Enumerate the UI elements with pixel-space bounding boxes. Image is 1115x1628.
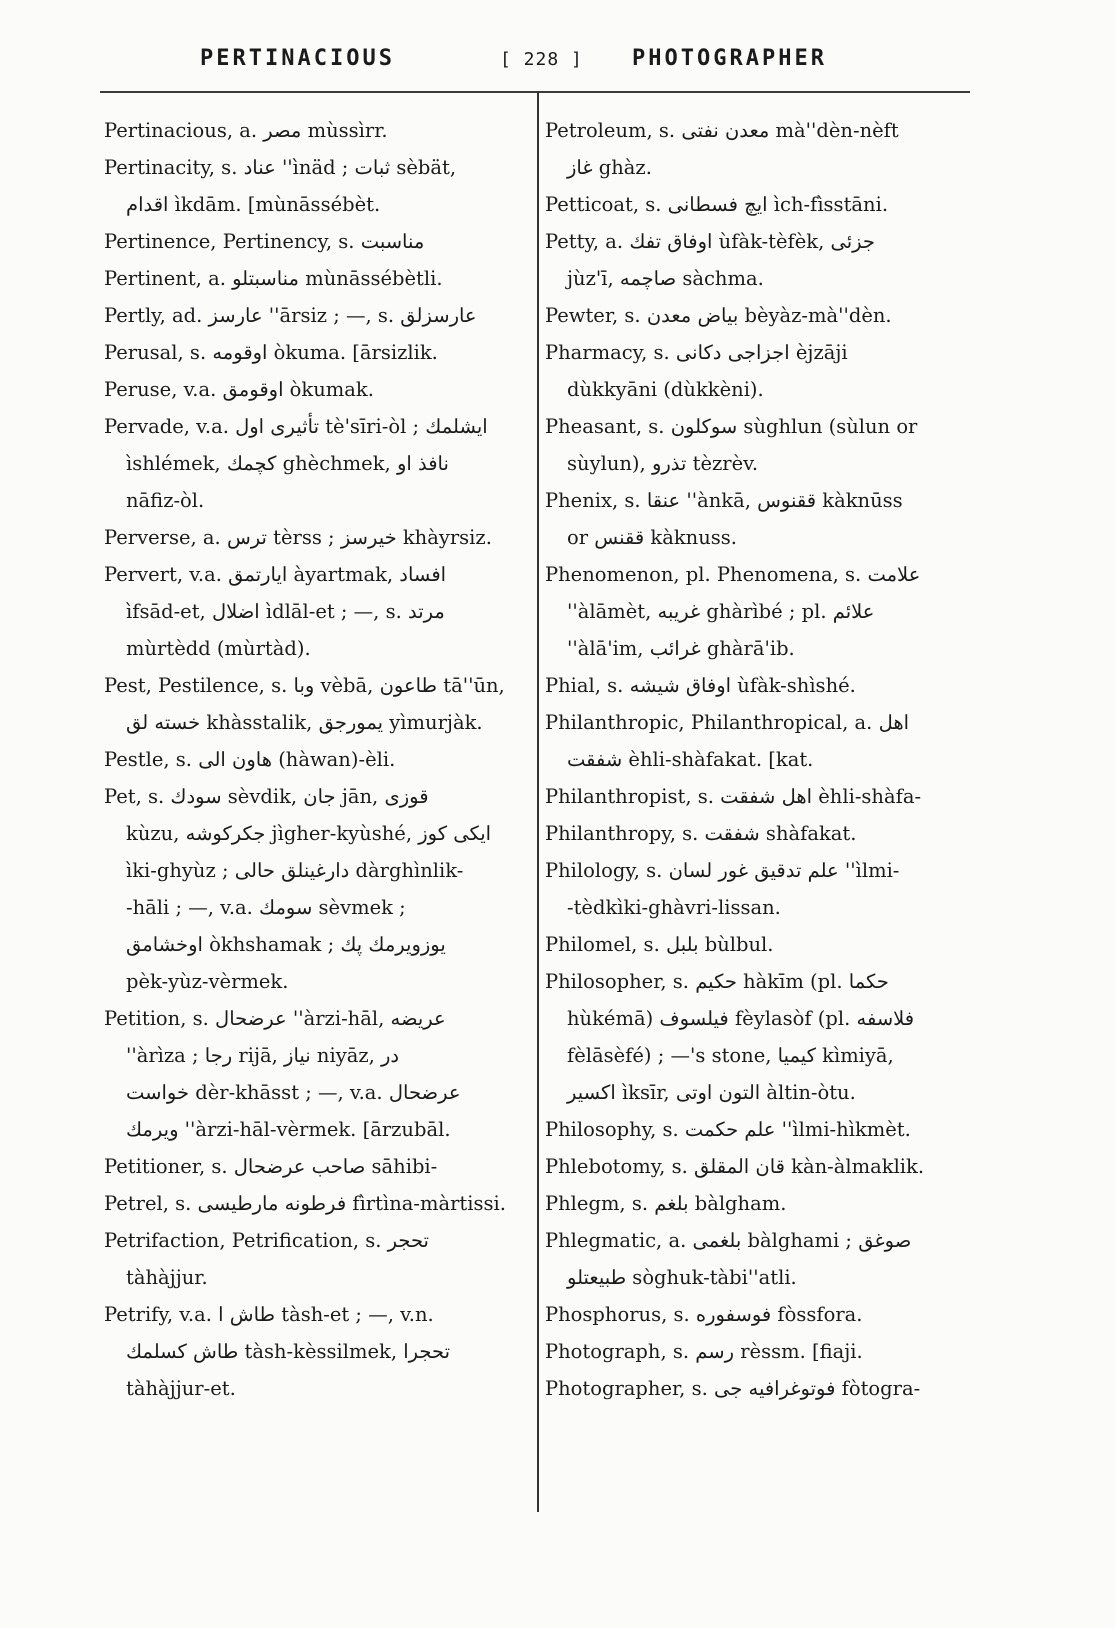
dictionary-entry-line: sùylun), تذرو tèzrèv. (567, 452, 759, 475)
dictionary-entry-line: Pervade, v.a. تأثیری اول tè'sīri-òl ; ایشلمك (104, 415, 488, 438)
dictionary-entry-line: Pertinacity, s. عناد ''ìnäd ; ثبات sèbät, (104, 156, 457, 179)
dictionary-entry-line: Petty, a. اوفاق تفك ùfàk-tèfèk, جزئی (545, 230, 875, 253)
dictionary-entry-line: ''àrìza ; رجا rijā, نیاز niyāz, در (126, 1044, 400, 1067)
dictionary-entry-line: ìfsād-et, اضلال ìdlāl-et ; —, s. مرتد (126, 600, 445, 623)
dictionary-entry-line: Peruse, v.a. اوقومق òkumak. (104, 378, 374, 401)
header-rule (100, 91, 970, 93)
dictionary-entry-line: Philosophy, s. علم حكمت ''ìlmi-hìkmèt. (545, 1118, 911, 1141)
dictionary-entry-line: Pestle, s. هاون الی (hàwan)-èli. (104, 748, 396, 771)
dictionary-entry-line: Phial, s. اوفاق شیشه ùfàk-shìshé. (545, 674, 856, 697)
dictionary-entry-line: kùzu, جكركوشه jìgher-kyùshé, ایكی كوز (126, 822, 492, 845)
dictionary-entry-line: Pharmacy, s. اجزاجی دكانی èjzāji (545, 341, 848, 364)
dictionary-entry-line: tàhàjjur. (126, 1266, 208, 1289)
dictionary-entry-line: nāfiz-òl. (126, 489, 205, 512)
dictionary-entry-line: Pertinence, Pertinency, s. مناسبت (104, 230, 425, 253)
dictionary-entry-line: خواست dèr-khāsst ; —, v.a. عرضحال (126, 1081, 461, 1104)
dictionary-entry-line: Pertinent, a. مناسبتلو mùnāssébètli. (104, 267, 443, 290)
dictionary-entry-line: Pertly, ad. عارسز ''ārsiz ; —, s. عارسزلق (104, 304, 477, 327)
dictionary-entry-line: Petroleum, s. معدن نفتی mà''dèn-nèft (545, 119, 899, 142)
header-first-word: PERTINACIOUS (200, 46, 395, 71)
dictionary-entry-line: ìshlémek, كچمك ghèchmek, نافذ او (126, 452, 449, 475)
column-divider (537, 92, 539, 1512)
dictionary-entry-line: Petticoat, s. ایچ فسطانی ìch-fìsstāni. (545, 193, 889, 216)
dictionary-entry-line: hùkémā) فیلسوف fèylasòf (pl. فلاسفه (567, 1007, 915, 1030)
dictionary-entry-line: Pervert, v.a. ایارتمق àyartmak, افساد (104, 563, 447, 586)
left-column (104, 112, 524, 1407)
dictionary-entry-line: -tèdkìki-ghàvri-lissan. (567, 896, 781, 919)
dictionary-entry-line: ''àlā'im, غرائب ghàrā'ib. (567, 637, 795, 660)
dictionary-entry-line: ìki-ghyùz ; دارغینلق حالی dàrghìnlik- (126, 859, 464, 882)
dictionary-entry-line: Phlebotomy, s. قان المقلق kàn-àlmaklik. (545, 1155, 925, 1178)
dictionary-entry-line: Phenix, s. عنقا ''ànkā, ققنوس kàknūss (545, 489, 903, 512)
dictionary-entry-line: Pheasant, s. سوكلون sùghlun (sùlun or (545, 415, 918, 438)
dictionary-entry-line: طاش كسلمك tàsh-kèssilmek, تحجرا (126, 1340, 450, 1363)
dictionary-entry-line: اقدام ìkdām. [mùnāssébèt. (126, 193, 381, 216)
dictionary-entry-line: Petition, s. عرضحال ''àrzi-hāl, عریضه (104, 1007, 446, 1030)
dictionary-entry-line: Philanthropist, s. اهل شفقت èhli-shàfa- (545, 785, 922, 808)
dictionary-entry-line: tàhàjjur-et. (126, 1377, 236, 1400)
dictionary-entry-line: Pertinacious, a. مصر mùssìrr. (104, 119, 388, 142)
dictionary-entry-line: Philosopher, s. حكیم hàkīm (pl. حكما (545, 970, 889, 993)
dictionary-entry-line: Phlegm, s. بلغم bàlgham. (545, 1192, 787, 1215)
dictionary-entry-line: Photographer, s. فوتوغرافیه جی fòtogra- (545, 1377, 921, 1400)
dictionary-entry-line: خسته لق khàsstalik, یمورجق yìmurjàk. (126, 711, 483, 734)
dictionary-entry-line: اوخشامق òkhshamak ; یوزویرمك پك (126, 933, 446, 956)
dictionary-entry-line: Perverse, a. ترس tèrss ; خیرسز khàyrsiz. (104, 526, 492, 549)
dictionary-entry-line: Petrify, v.a. طاش ا tàsh-et ; —, v.n. (104, 1303, 434, 1326)
dictionary-entry-line: Petrifaction, Petrification, s. تحجر (104, 1229, 429, 1252)
dictionary-entry-line: pèk-yùz-vèrmek. (126, 970, 289, 993)
page-number: [ 228 ] (500, 49, 583, 70)
dictionary-entry-line: Pest, Pestilence, s. وبا vèbā, طاعون tā''ūn, (104, 674, 505, 697)
dictionary-entry-line: Phlegmatic, a. بلغمی bàlghami ; صوغق (545, 1229, 912, 1252)
dictionary-entry-line: or ققنس kàknuss. (567, 526, 737, 549)
dictionary-entry-line: -hāli ; —, v.a. سومك sèvmek ; (126, 896, 406, 919)
dictionary-entry-line: dùkkyāni (dùkkèni). (567, 378, 764, 401)
dictionary-entry-line: طبیعتلو sòghuk-tàbi''atli. (567, 1266, 797, 1289)
dictionary-entry-line: شفقت èhli-shàfakat. [kat. (567, 748, 814, 771)
dictionary-entry-line: Philanthropy, s. شفقت shàfakat. (545, 822, 857, 845)
dictionary-entry-line: ویرمك ''àrzi-hāl-vèrmek. [ārzubāl. (126, 1118, 451, 1141)
dictionary-entry-line: fèlāsèfé) ; —'s stone, كیمیا kìmiyā, (567, 1044, 894, 1067)
dictionary-entry-line: اكسیر ìksīr, التون اوتی àltin-òtu. (567, 1081, 856, 1104)
right-column (545, 112, 969, 1407)
dictionary-entry-line: Photograph, s. رسم rèssm. [fiaji. (545, 1340, 863, 1363)
dictionary-entry-line: Philanthropic, Philanthropical, a. اهل (545, 711, 910, 734)
dictionary-entry-line: Petrel, s. فرطونه مارطیسی fìrtìna-màrtissi. (104, 1192, 506, 1215)
dictionary-entry-line: غاز ghàz. (567, 156, 652, 179)
dictionary-entry-line: ''àlāmèt, غریبه ghàrìbé ; pl. علائم (567, 600, 875, 623)
dictionary-entry-line: Pet, s. سودك sèvdik, جان jān, قوزی (104, 785, 429, 808)
dictionary-entry-line: Phenomenon, pl. Phenomena, s. علامت (545, 563, 921, 586)
dictionary-entry-line: Philomel, s. بلبل bùlbul. (545, 933, 774, 956)
dictionary-entry-line: Petitioner, s. صاحب عرضحال sāhibi- (104, 1155, 438, 1178)
running-header (200, 46, 900, 86)
dictionary-entry-line: Philology, s. علم تدقیق غور لسان ''ìlmi- (545, 859, 900, 882)
dictionary-entry-line: Phosphorus, s. فوسفوره fòssfora. (545, 1303, 863, 1326)
dictionary-entry-line: jùz'ī, صاچمه sàchma. (567, 267, 764, 290)
dictionary-entry-line: Pewter, s. بیاض معدن bèyàz-mà''dèn. (545, 304, 892, 327)
dictionary-entry-line: Perusal, s. اوقومه òkuma. [ārsizlik. (104, 341, 438, 364)
dictionary-entry-line: mùrtèdd (mùrtàd). (126, 637, 311, 660)
header-last-word: PHOTOGRAPHER (632, 46, 827, 71)
